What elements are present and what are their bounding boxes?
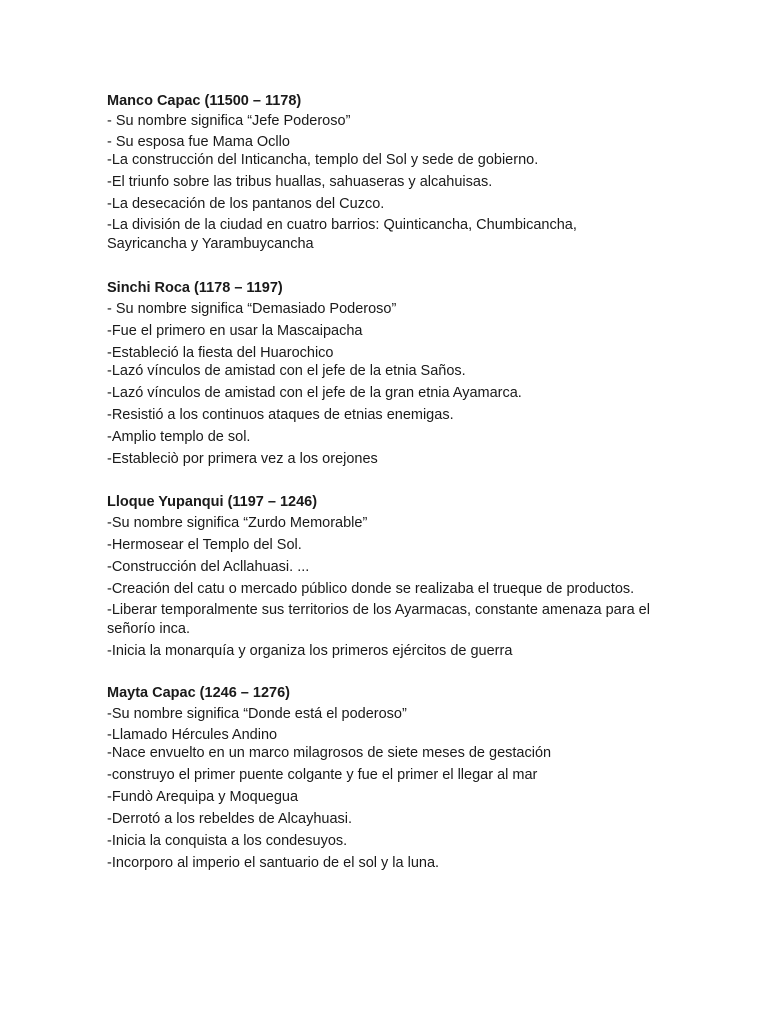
list-item: -Inicia la conquista a los condesuyos. <box>107 833 348 849</box>
list-item: -Estableció la fiesta del Huarochico <box>107 345 334 361</box>
list-item: -Lazó vínculos de amistad con el jefe de la etnia Saños. <box>107 363 466 379</box>
section-lloque-yupanqui <box>107 492 707 661</box>
list-item: -Inicia la monarquía y organiza los primeros ejércitos de guerra <box>107 643 513 659</box>
list-item: -Su nombre significa “Zurdo Memorable” <box>107 515 368 531</box>
list-item: -Su nombre significa “Donde está el poderoso” <box>107 706 407 722</box>
section-manco-capac <box>107 91 707 254</box>
section-sinchi-roca <box>107 278 707 469</box>
list-item: -La división de la ciudad en cuatro barrios: Quinticancha, Chumbicancha, Sayricancha y Yarambuycancha <box>107 217 577 252</box>
section-mayta-capac <box>107 683 707 873</box>
list-item: - Su esposa fue Mama Ocllo <box>107 134 290 150</box>
list-item: -construyo el primer puente colgante y fue el primer el llegar al mar <box>107 767 538 783</box>
list-item: -Estableciò por primera vez a los orejones <box>107 451 378 467</box>
list-item: -La desecación de los pantanos del Cuzco. <box>107 196 385 212</box>
list-item: -Resistió a los continuos ataques de etnias enemigas. <box>107 407 454 423</box>
section-title: Mayta Capac (1246 – 1276) <box>107 685 290 701</box>
list-item: -Fue el primero en usar la Mascaipacha <box>107 323 363 339</box>
list-item: -Liberar temporalmente sus territorios de los Ayarmacas, constante amenaza para el señorío inca. <box>107 602 650 637</box>
section-title: Lloque Yupanqui (1197 – 1246) <box>107 494 318 510</box>
list-item: - Su nombre significa “Jefe Poderoso” <box>107 113 351 129</box>
list-item: -Creación del catu o mercado público donde se realizaba el trueque de productos. <box>107 581 635 597</box>
list-item: -Construcción del Acllahuasi. ... <box>107 559 310 575</box>
list-item: -Amplio templo de sol. <box>107 429 251 445</box>
list-item: -Derrotó a los rebeldes de Alcayhuasi. <box>107 811 353 827</box>
section-title: Sinchi Roca (1178 – 1197) <box>107 280 283 296</box>
list-item: -Lazó vínculos de amistad con el jefe de la gran etnia Ayamarca. <box>107 385 522 401</box>
list-item: -Incorporo al imperio el santuario de el sol y la luna. <box>107 855 440 871</box>
list-item: -Nace envuelto en un marco milagrosos de siete meses de gestación <box>107 745 552 761</box>
list-item: -Hermosear el Templo del Sol. <box>107 537 302 553</box>
list-item: - Su nombre significa “Demasiado Poderoso” <box>107 301 397 317</box>
section-title: Manco Capac (11500 – 1178) <box>107 93 302 109</box>
list-item: -La construcción del Inticancha, templo del Sol y sede de gobierno. <box>107 152 539 168</box>
list-item: -El triunfo sobre las tribus huallas, sahuaseras y alcahuisas. <box>107 174 493 190</box>
list-item: -Fundò Arequipa y Moquegua <box>107 789 299 805</box>
list-item: -Llamado Hércules Andino <box>107 727 278 743</box>
